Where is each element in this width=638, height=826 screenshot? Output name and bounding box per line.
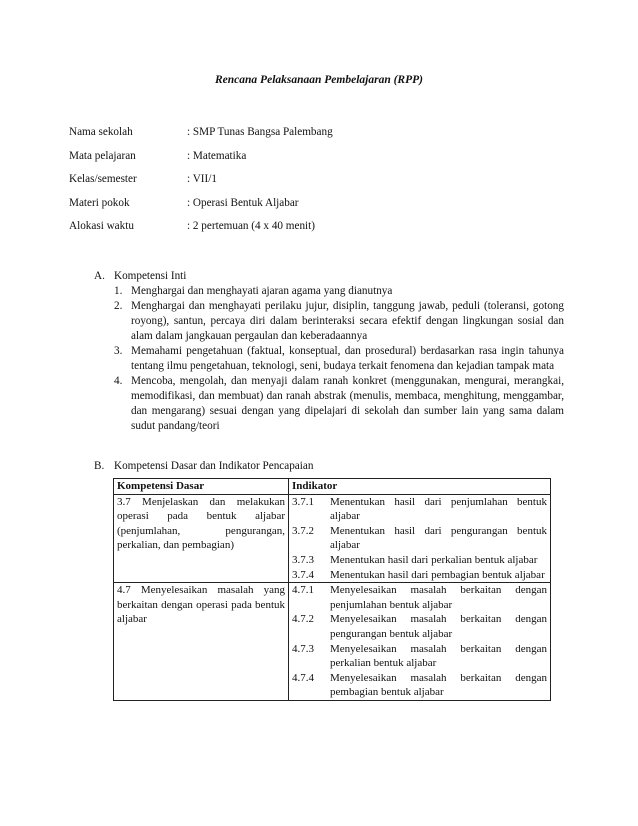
indicator-item	[292, 553, 547, 568]
indicator-item	[292, 524, 547, 553]
competency-table	[113, 478, 551, 701]
list-number: 2.	[114, 300, 123, 312]
section-title: Kompetensi Dasar dan Indikator Pencapaian	[114, 460, 314, 472]
indicator-item	[292, 671, 547, 700]
meta-label: Mata pelajaran	[69, 149, 136, 162]
header-indicator: Indikator	[289, 479, 551, 495]
meta-value: : VII/1	[187, 173, 217, 185]
basic-competency-cell: 4.7 Menyelesaikan masalah yang berkaitan dengan operasi pada bentuk aljabar	[114, 583, 289, 701]
indicator-code: 3.7.1	[292, 495, 314, 508]
indicator-text: Menentukan hasil dari pengurangan bentuk aljabar	[330, 524, 547, 552]
section-letter: B.	[94, 460, 105, 472]
list-item	[114, 284, 564, 299]
indicator-cell	[289, 583, 551, 701]
meta-row-subject	[69, 149, 569, 173]
list-item	[114, 374, 564, 434]
indicator-item	[292, 642, 547, 671]
meta-label: Materi pokok	[69, 196, 130, 209]
meta-label: Nama sekolah	[69, 126, 133, 138]
table-header-row	[114, 479, 551, 495]
meta-row-time	[69, 219, 569, 243]
core-competency-section	[94, 269, 564, 434]
list-text: Memahami pengetahuan (faktual, konseptual, dan prosedural) berdasarkan rasa ingin tahunya tentang ilmu pengetahuan, teknologi, seni, budaya terkait fenomena dan kejadian tampak mata	[131, 345, 564, 372]
meta-row-class	[69, 172, 569, 196]
core-competency-list	[94, 284, 564, 434]
section-letter: A.	[94, 270, 105, 282]
table-row	[114, 494, 551, 583]
list-item	[114, 344, 564, 374]
indicator-text: Menyelesaikan masalah berkaitan dengan pembagian bentuk aljabar	[330, 671, 547, 699]
page-title: Rencana Pelaksanaan Pembelajaran (RPP)	[215, 74, 423, 86]
meta-row-topic	[69, 196, 569, 220]
indicator-code: 3.7.4	[292, 568, 314, 581]
section-heading	[94, 459, 564, 474]
meta-row-school	[69, 125, 569, 149]
meta-value: : Matematika	[187, 149, 247, 162]
basic-competency-cell: 3.7 Menjelaskan dan melakukan operasi pada bentuk aljabar (penjumlahan, pengurangan, perkalian, dan pembagian)	[114, 494, 289, 583]
indicator-code: 4.7.2	[292, 613, 314, 626]
meta-label: Alokasi waktu	[69, 220, 134, 232]
table-row	[114, 583, 551, 701]
indicator-code: 3.7.2	[292, 524, 314, 537]
list-number: 1.	[114, 285, 123, 297]
indicator-code: 4.7.4	[292, 671, 314, 684]
indicator-text: Menyelesaikan masalah berkaitan dengan perkalian bentuk aljabar	[330, 642, 547, 670]
meta-value: : 2 pertemuan (4 x 40 menit)	[187, 220, 316, 232]
basic-competency-section	[94, 459, 564, 474]
meta-value: : Operasi Bentuk Aljabar	[187, 196, 299, 209]
header-basic-competency: Kompetensi Dasar	[114, 479, 289, 495]
section-title: Kompetensi Inti	[114, 270, 187, 282]
meta-value: : SMP Tunas Bangsa Palembang	[187, 126, 333, 138]
indicator-item	[292, 568, 547, 583]
indicator-text: Menentukan hasil dari penjumlahan bentuk aljabar	[330, 495, 547, 523]
indicator-text: Menentukan hasil dari pembagian bentuk aljabar	[330, 568, 545, 581]
indicator-text: Menentukan hasil dari perkalian bentuk aljabar	[330, 553, 538, 566]
indicator-text: Menyelesaikan masalah berkaitan dengan penjumlahan bentuk aljabar	[330, 584, 547, 611]
list-text: Mencoba, mengolah, dan menyaji dalam ranah konkret (menggunakan, mengurai, merangkai, memodifikasi, dan membuat) dan ranah abstrak (menulis, membaca, menghitung, menggambar, dan mengarang) sesuai dengan yang dipelajari di sekolah dan sumber lain yang sama dalam sudut pandang/teori	[131, 375, 564, 432]
indicator-code: 4.7.1	[292, 584, 314, 597]
meta-label: Kelas/semester	[69, 173, 137, 185]
indicator-code: 3.7.3	[292, 553, 314, 566]
indicator-item	[292, 495, 547, 524]
list-item	[114, 299, 564, 344]
section-heading	[94, 269, 564, 284]
identity-block	[69, 125, 569, 243]
indicator-item	[292, 583, 547, 612]
indicator-cell	[289, 494, 551, 583]
list-text: Menghargai dan menghayati ajaran agama yang dianutnya	[131, 285, 393, 297]
indicator-item	[292, 612, 547, 641]
indicator-text: Menyelesaikan masalah berkaitan dengan pengurangan bentuk aljabar	[330, 613, 547, 640]
list-number: 4.	[114, 375, 123, 387]
list-number: 3.	[114, 345, 123, 357]
list-text: Menghargai dan menghayati perilaku jujur, disiplin, tanggung jawab, peduli (toleransi, gotong royong), santun, percaya diri dalam berinteraksi secara efektif dengan lingkungan sosial dan alam dalam jangkauan pergaulan dan keberadaannya	[131, 300, 564, 342]
indicator-code: 4.7.3	[292, 642, 314, 655]
